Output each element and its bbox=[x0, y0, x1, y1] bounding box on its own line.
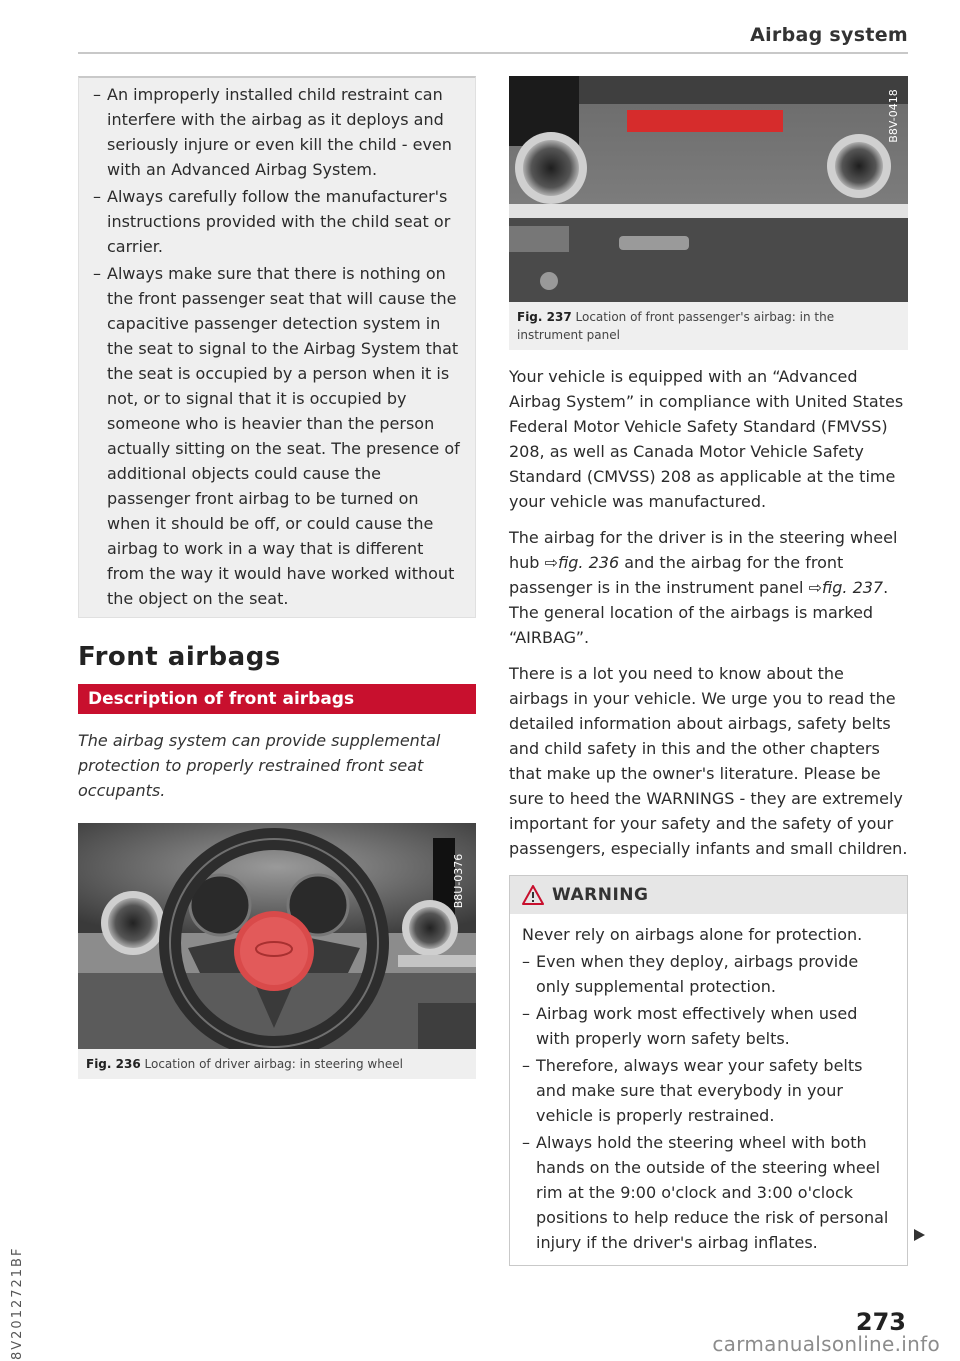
figure-caption bbox=[509, 302, 908, 350]
list-item: – Airbag work most effectively when used with properly worn safety belts. bbox=[522, 1001, 895, 1051]
para-text: The airbag for the driver is in the steering wheel hub bbox=[509, 528, 898, 572]
body-paragraph: There is a lot you need to know about the airbags in your vehicle. We urge you to read the detailed information about airbags, safety belts and child safety in this and the other chapters that make up the owner's literature. Please be sure to heed the WARNINGS - they are extremely important for your safety and the safety of your passengers, especially infants and small children. bbox=[509, 664, 908, 858]
warning-title: WARNING bbox=[552, 885, 649, 905]
header-rule bbox=[78, 52, 908, 54]
list-item: – Always hold the steering wheel with both hands on the outside of the steering wheel rim at the 9:00 o'clock and 3:00 o'clock positions to help reduce the risk of personal injury if the driver's airbag inflates. bbox=[522, 1130, 895, 1255]
warning-header bbox=[510, 876, 907, 914]
steering-wheel-photo bbox=[78, 823, 476, 1049]
list-item: – Always make sure that there is nothing on the front passenger seat that will cause the capacitive passenger detection system in the seat to signal to the Airbag System that the seat is occupied by a person when it is not, or to signal that it is occupied by someone who is heavier than the person actually sitting on the seat. The presence of additional objects could cause the passenger front airbag to be turned on when it should be off, or could cause the airbag to work in a way that is different from the way it would have worked without the object on the seat. bbox=[93, 261, 461, 611]
ref-arrow-icon: ⇨ bbox=[808, 578, 822, 597]
continue-arrow-icon bbox=[914, 1229, 925, 1241]
body-paragraph bbox=[509, 525, 908, 650]
header-title: Airbag system bbox=[750, 24, 908, 46]
figure-236 bbox=[78, 823, 476, 1079]
page-number: 273 bbox=[855, 1308, 906, 1336]
figure-code: B8U-0376 bbox=[452, 853, 465, 909]
body-paragraph: Your vehicle is equipped with an “Advanced Airbag System” in compliance with United States Federal Motor Vehicle Safety Standard (FMVSS) 208, as well as Canada Motor Vehicle Safety Standard (CMVSS) 208 as applicable at the time your vehicle was manufactured. bbox=[509, 367, 904, 511]
list-item: – Even when they deploy, airbags provide only supplemental protection. bbox=[522, 949, 895, 999]
figure-reference-link[interactable]: fig. 237 bbox=[821, 578, 884, 597]
warning-continuation-box bbox=[78, 76, 476, 618]
para-text: and the airbag for the front passenger is in the instrument panel bbox=[509, 553, 844, 597]
para-text: . The general location of the airbags is marked “AIRBAG”. bbox=[509, 578, 889, 647]
figure-caption bbox=[78, 1049, 476, 1079]
ref-arrow-icon: ⇨ bbox=[544, 553, 558, 572]
warning-body bbox=[510, 914, 907, 1265]
list-item: – An improperly installed child restraint can interfere with the airbag as it deploys and seriously injure or even kill the child - even with an Advanced Airbag System. bbox=[93, 82, 461, 182]
instrument-panel-photo bbox=[509, 76, 908, 302]
right-column bbox=[509, 76, 908, 1266]
warning-continuation-list bbox=[93, 82, 461, 611]
warning-lead: Never rely on airbags alone for protection. bbox=[522, 925, 863, 944]
figure-label: Fig. 236 bbox=[86, 1057, 141, 1071]
warning-list bbox=[522, 949, 895, 1255]
figure-237 bbox=[509, 76, 908, 350]
section-intro: The airbag system can provide supplemental protection to properly restrained front seat occupants. bbox=[78, 731, 441, 800]
warning-triangle-icon bbox=[522, 885, 544, 905]
left-column bbox=[78, 76, 476, 1079]
watermark: carmanualsonline.info bbox=[712, 1332, 940, 1356]
section-heading: Front airbags bbox=[78, 642, 281, 672]
figure-code: B8V-0418 bbox=[887, 89, 900, 143]
side-document-code: 8V2012721BF bbox=[10, 1246, 25, 1360]
figure-reference-link[interactable]: fig. 236 bbox=[557, 553, 620, 572]
figure-caption-text: Location of front passenger's airbag: in the instrument panel bbox=[517, 310, 835, 342]
subsection-bar: Description of front airbags bbox=[78, 684, 476, 714]
figure-label: Fig. 237 bbox=[517, 310, 572, 324]
warning-box bbox=[509, 875, 908, 1266]
list-item: – Always carefully follow the manufacturer's instructions provided with the child seat or carrier. bbox=[93, 184, 461, 259]
figure-caption-text: Location of driver airbag: in steering wheel bbox=[144, 1057, 403, 1071]
list-item: – Therefore, always wear your safety belts and make sure that everybody in your vehicle is properly restrained. bbox=[522, 1053, 895, 1128]
